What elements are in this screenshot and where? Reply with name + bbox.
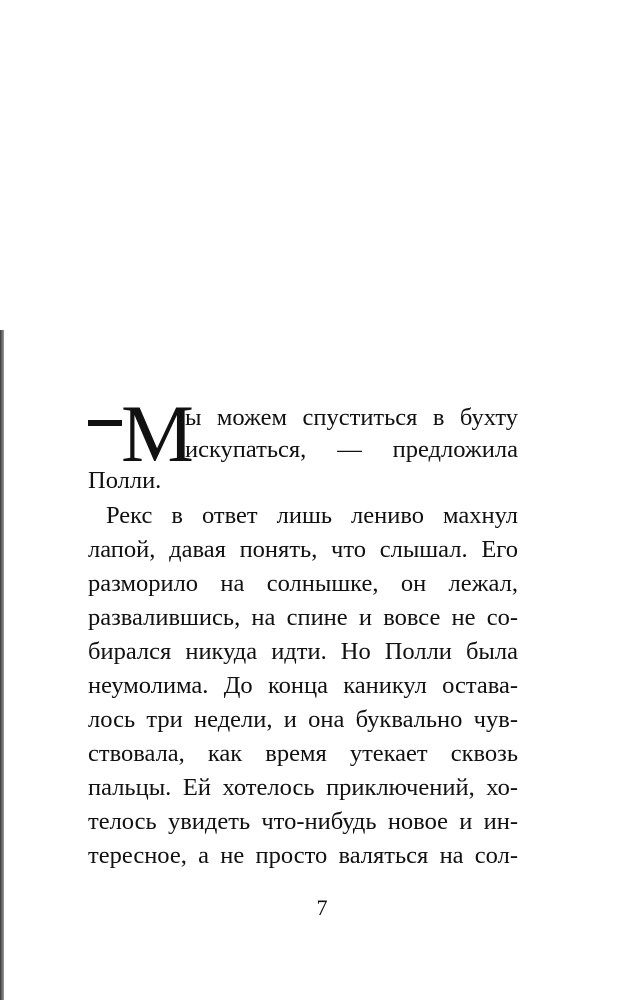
line-3: Полли. <box>88 467 162 494</box>
line-8: бирался никуда идти. Но Полли была <box>88 638 518 665</box>
line-9: неумолима. До конца каникул остава- <box>88 672 518 699</box>
line-4: Рекс в ответ лишь лениво махнул <box>106 502 518 529</box>
page-number: 7 <box>316 895 328 920</box>
opening-dash <box>88 420 122 426</box>
line-12: пальцы. Ей хотелось приключений, хо- <box>88 774 518 801</box>
line-2: искупаться, — предложила <box>185 436 518 463</box>
line-6: разморило на солнышке, он лежал, <box>88 570 518 597</box>
line-11: ствовала, как время утекает сквозь <box>88 740 518 767</box>
line-7: развалившись, на спине и вовсе не со- <box>88 604 518 631</box>
line-14: тересное, а не просто валяться на сол- <box>88 842 518 869</box>
line-13: телось увидеть что-нибудь новое и ин- <box>88 808 518 835</box>
line-1: ы можем спуститься в бухту <box>185 404 518 431</box>
drop-cap-letter: М <box>121 388 194 479</box>
line-10: лось три недели, и она буквально чув- <box>88 706 518 733</box>
line-5: лапой, давая понять, что слышал. Его <box>88 536 518 563</box>
